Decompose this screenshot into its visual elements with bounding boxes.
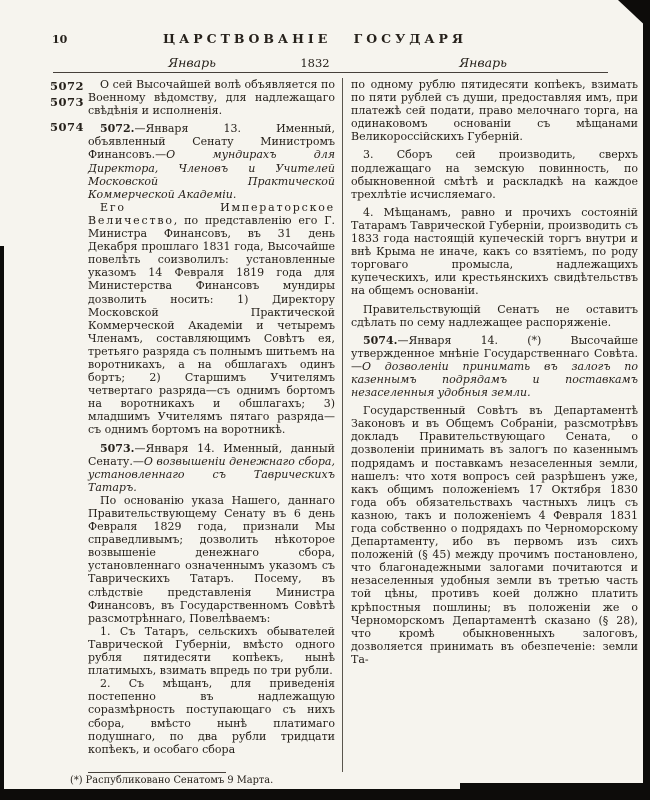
act-paragraph bbox=[351, 334, 638, 399]
page-title: ЦАРСТВОВАНІЕ ГОСУДАРЯ bbox=[163, 31, 467, 46]
text-run: О мундирахъ для Директора, Членовъ и Учителей Московской Практической Коммерческой Академіи. bbox=[88, 148, 335, 201]
text-run: 1. Съ Татаръ, сельскихъ обывателей Таврической Губерніи, вмѣсто одного рубля пятидесяти копѣекъ, нынѣ платимыхъ, взимать впредь по три рубли. bbox=[88, 624, 335, 678]
text-run: 3. Сборъ сей производить, сверхъ подлежащаго на земскую повинность, по обыкновенной смѣтѣ и раскладкѣ на каждое трехлѣтіе исчисляемаго. bbox=[351, 148, 638, 201]
scan-edge-bottom-right bbox=[460, 783, 650, 800]
header-rule bbox=[53, 72, 608, 73]
act-paragraph bbox=[351, 206, 638, 298]
text-run: 2. Съ мѣщанъ, для приведенія постепенно въ надлежащую соразмѣрность поступающаго съ нихъ сбора, вмѣсто нынѣ платимаго подушнаго, по два рубли тридцати копѣекъ, и особаго сбора bbox=[88, 677, 335, 756]
paragraph bbox=[351, 78, 638, 143]
act-paragraph bbox=[351, 303, 638, 329]
text-run: —Января 14. Именный, данный Сенату.— bbox=[88, 441, 335, 468]
text-run: 5072. bbox=[100, 122, 135, 136]
month-label-left: Январь bbox=[168, 55, 216, 70]
text-run: Государственный Совѣтъ въ Департаментѣ Законовъ и въ Общемъ Собраніи, разсмотрѣвъ докладъ Правительствующаго Сената, о дозволеніи принимать въ залогъ по казеннымъ подрядамъ и поставкамъ незаселенныя земли, нашелъ: что хотя вопросъ сей разрѣшенъ уже, какъ общимъ положеніемъ 17 Октября 1830 года объ обязательствахъ частныхъ лицъ съ казною, такъ и положеніемъ 4 Февраля 1831 года собственно о подрядахъ по Черноморскому Департаменту, ибо въ первомъ изъ сихъ положеній (§ 45) между прочимъ постановлено, что благонадежными залогами почитаются и незаселенныя удобныя земли въ третью часть той цѣны, противъ коей должно платить крѣпостныя пошлины; въ положеніи же о Черноморскомъ Департаментѣ сказано (§ 28), что кромѣ обыкновенныхъ залоговъ, дозволяется принимать въ обезпеченіе: земли Та- bbox=[351, 404, 638, 666]
text-run: 5073. bbox=[100, 441, 135, 455]
paragraph bbox=[88, 78, 335, 117]
paragraph bbox=[88, 494, 335, 625]
text-run: , по представленію его Г. Министра Финансовъ, въ 31 день Декабря прошлаго 1831 года, Высочайше повелѣть соизволилъ: установленные указомъ 14 Февраля 1819 года для Министерства Финансовъ мундиры дозволить носить: 1) Директору Московской Практической Коммерческой Академіи и четыремъ Членамъ, составляющимъ Совѣтъ ея, третьяго разряда съ полнымъ шитьемъ на воротникахъ, а на обшлагахъ одинъ бортъ; 2) Старшимъ Учителямъ четвертаго разряда—съ однимъ бортомъ на воротникахъ и обшлагахъ; 3) младшимъ Учителямъ пятаго разряда—съ однимъ бортомъ на воротникѣ. bbox=[88, 213, 335, 437]
right-column bbox=[343, 78, 638, 772]
paragraph bbox=[88, 677, 335, 756]
margin-act-number: 5072 bbox=[49, 79, 84, 93]
text-run: О возвышеніи денежнаго сбора, установленнаго съ Таврическихъ Татаръ. bbox=[88, 454, 335, 494]
year-label: 1832 bbox=[300, 56, 330, 70]
scan-corner-top-right bbox=[618, 0, 650, 30]
act-paragraph bbox=[88, 442, 335, 494]
text-run: По основанію указа Нашего, даннаго Правительствующему Сенату въ 6 день Февраля 1829 года, признали Мы справедливымъ; дозволить нѣкоторое возвышеніе денежнаго сбора, установленнаго означеннымъ указомъ съ Таврическихъ Татаръ. Посему, въ слѣдствіе представленія Министра Финансовъ, въ Государственномъ Совѣтѣ разсмотрѣннаго, Повелѣваемъ: bbox=[88, 493, 335, 625]
text-run: Правительствующій Сенатъ не оставитъ сдѣлать по сему надлежащее распоряженіе. bbox=[351, 302, 638, 329]
month-label-right: Январь bbox=[459, 55, 507, 70]
text-run: 4. Мѣщанамъ, равно и прочихъ состояній Татарамъ Таврической Губерніи, производить съ 1833 года настоящій купеческій торгъ внутри и внѣ Крыма не иначе, какъ со взятіемъ, по роду торговаго промысла, надлежащихъ купеческихъ, или крестьянскихъ свидѣтельствъ на общемъ основаніи. bbox=[351, 205, 638, 298]
margin-act-number: 5074 bbox=[49, 120, 84, 134]
page-number: 10 bbox=[52, 33, 68, 46]
scan-edge-left bbox=[0, 246, 4, 800]
paragraph bbox=[88, 201, 335, 437]
text-run: —Января 13. Именный, объявленный Сенату Министромъ Финансовъ.— bbox=[88, 122, 335, 162]
act-paragraph bbox=[351, 404, 638, 666]
footnote bbox=[70, 772, 370, 786]
text-run: —Января 14. (*) Высочайше утвержденное мнѣніе Государственнаго Совѣта.— bbox=[351, 333, 638, 373]
act-paragraph bbox=[88, 122, 335, 201]
text-run: О сей Высочайшей волѣ объявляется по Военному вѣдомству, для надлежащаго свѣдѣнія и исполненія. bbox=[88, 78, 335, 118]
margin-act-number: 5073 bbox=[49, 95, 84, 109]
text-run: 5074. bbox=[363, 333, 398, 347]
text-run: Его Императорское Величество bbox=[88, 200, 335, 227]
footnote-text: (*) Распубликовано Сенатомъ 9 Марта. bbox=[70, 775, 274, 786]
text-run: по одному рублю пятидесяти копѣекъ, взимать по пяти рублей съ души, предоставляя имъ, при платежѣ сей подати, право мелочнаго торга, на одинаковомъ основаніи съ мѣщанами Великороссійскихъ Губерній. bbox=[351, 78, 638, 144]
scan-edge-right bbox=[643, 0, 650, 800]
footnote-rule bbox=[88, 772, 226, 773]
act-paragraph bbox=[351, 148, 638, 200]
paragraph bbox=[88, 625, 335, 677]
left-column bbox=[88, 78, 335, 772]
text-run: О дозволеніи принимать въ залогъ по казеннымъ подрядамъ и поставкамъ незаселенныя удобныя земли. bbox=[351, 359, 638, 400]
text-columns bbox=[0, 78, 638, 772]
